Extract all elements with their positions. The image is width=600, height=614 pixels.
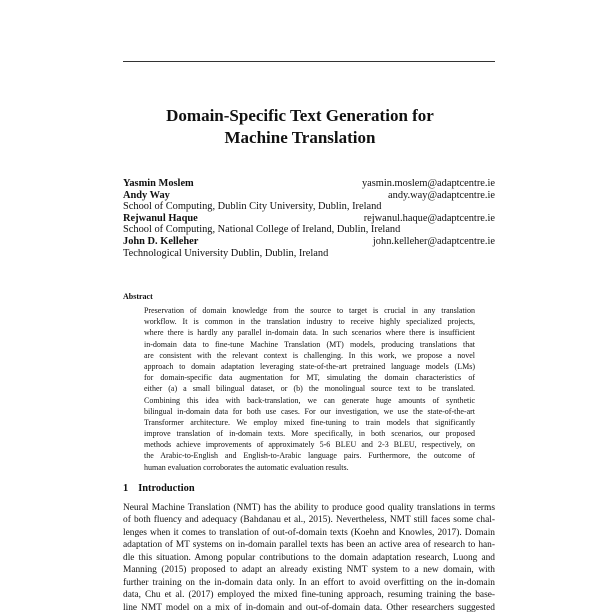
- body-line: further training on the in-domain data only. In an effort to avoid overfitting on the in-domain: [123, 577, 495, 588]
- body-line: lenges when it comes to translation of out-of-domain texts (Koehn and Knowles, 2017). Domain: [123, 527, 495, 538]
- abstract-line: improve translation of in-domain texts. More specifically, in both scenarios, our proposed: [144, 429, 475, 439]
- author-email: andy.way@adaptcentre.ie: [388, 189, 495, 201]
- abstract-line: Combining this idea with back-translation, we can generate huge amounts of synthetic: [144, 395, 475, 405]
- body-line: line NMT model on a mix of in-domain and out-of-domain data. Other researchers suggested: [123, 602, 495, 613]
- abstract-body: [144, 305, 475, 473]
- section-number: 1: [123, 483, 129, 494]
- section-heading: [123, 482, 195, 495]
- author-row: [123, 190, 495, 202]
- author-row: [123, 178, 495, 190]
- paper-title-line-1: Domain-Specific Text Generation for: [166, 106, 434, 125]
- author-name: Andy Way: [123, 189, 170, 201]
- abstract-line: either (a) a small bilingual dataset, or (b) the monolingual source text to be translated.: [144, 384, 475, 394]
- paper-title-line-2: Machine Translation: [224, 128, 376, 147]
- introduction-body: [123, 502, 495, 614]
- author-affiliation: Technological University Dublin, Dublin, Ireland: [123, 247, 329, 259]
- author-name: John D. Kelleher: [123, 235, 199, 247]
- abstract-line: in-domain data to fine-tune Machine Translation (MT) models, producing translations that: [144, 339, 475, 349]
- abstract-line: methods achieve improvements of approximately 5-6 BLEU and 2-3 BLEU, respectively, on: [144, 440, 475, 450]
- author-row: [123, 236, 495, 248]
- author-block: [123, 178, 495, 259]
- abstract-line: approach to domain adaptation leveraging state-of-the-art pretrained language models (LMs): [144, 361, 475, 371]
- body-line: adaptation of MT systems on in-domain parallel texts has been an active area of research to han-: [123, 540, 495, 551]
- abstract-line: workflow. It is common in the translation industry to receive highly specialized projects,: [144, 317, 475, 327]
- abstract-line: for domain-specific data augmentation for MT, simulating the domain characteristics of: [144, 373, 475, 383]
- author-affiliation: School of Computing, Dublin City University, Dublin, Ireland: [123, 201, 382, 213]
- body-line: dle this situation. Among popular contributions to the domain adaptation research, Luong and: [123, 552, 495, 563]
- author-name: Rejwanul Haque: [123, 212, 198, 224]
- abstract-line: the Arabic-to-English and English-to-Arabic language pairs. Furthermore, the outcome of: [144, 451, 475, 461]
- author-email: john.kelleher@adaptcentre.ie: [372, 235, 495, 247]
- abstract-line: Preservation of domain knowledge from the source to target is crucial in any translation: [144, 306, 475, 315]
- body-line: of both fluency and adequacy (Bahdanau et al., 2015). Nevertheless, NMT still faces some chal-: [123, 515, 495, 526]
- abstract-line: are consistent with the relevant context is challenging. In this work, we propose a novel: [144, 350, 475, 360]
- author-email: yasmin.moslem@adaptcentre.ie: [361, 178, 495, 189]
- abstract-line: human evaluation corroborates the automatic evaluation results.: [144, 462, 349, 472]
- body-line: data, Chu et al. (2017) employed the mixed fine-tuning approach, resuming training the base-: [123, 590, 495, 601]
- author-name: Yasmin Moslem: [123, 178, 194, 189]
- abstract-heading: Abstract: [123, 292, 153, 301]
- author-affiliation: School of Computing, National College of Ireland, Dublin, Ireland: [123, 224, 401, 236]
- section-title: Introduction: [138, 483, 195, 494]
- abstract-line: Transformer architecture. We employ mixed fine-tuning to train models that significantly: [144, 417, 475, 427]
- abstract-line: bilingual in-domain data for both use cases. For our investigation, we use the state-of-the-art: [144, 406, 475, 416]
- body-line: Manning (2015) proposed to adapt an already existing NMT system to a new domain, with: [123, 565, 495, 576]
- author-email: rejwanul.haque@adaptcentre.ie: [363, 212, 495, 224]
- author-row: [123, 213, 495, 225]
- body-line: Neural Machine Translation (NMT) has the ability to produce good quality translations in terms: [123, 503, 495, 513]
- abstract-line: where there is hardly any parallel in-domain data. In such scenarios where there is insufficient: [144, 328, 475, 338]
- top-rule: [123, 61, 495, 62]
